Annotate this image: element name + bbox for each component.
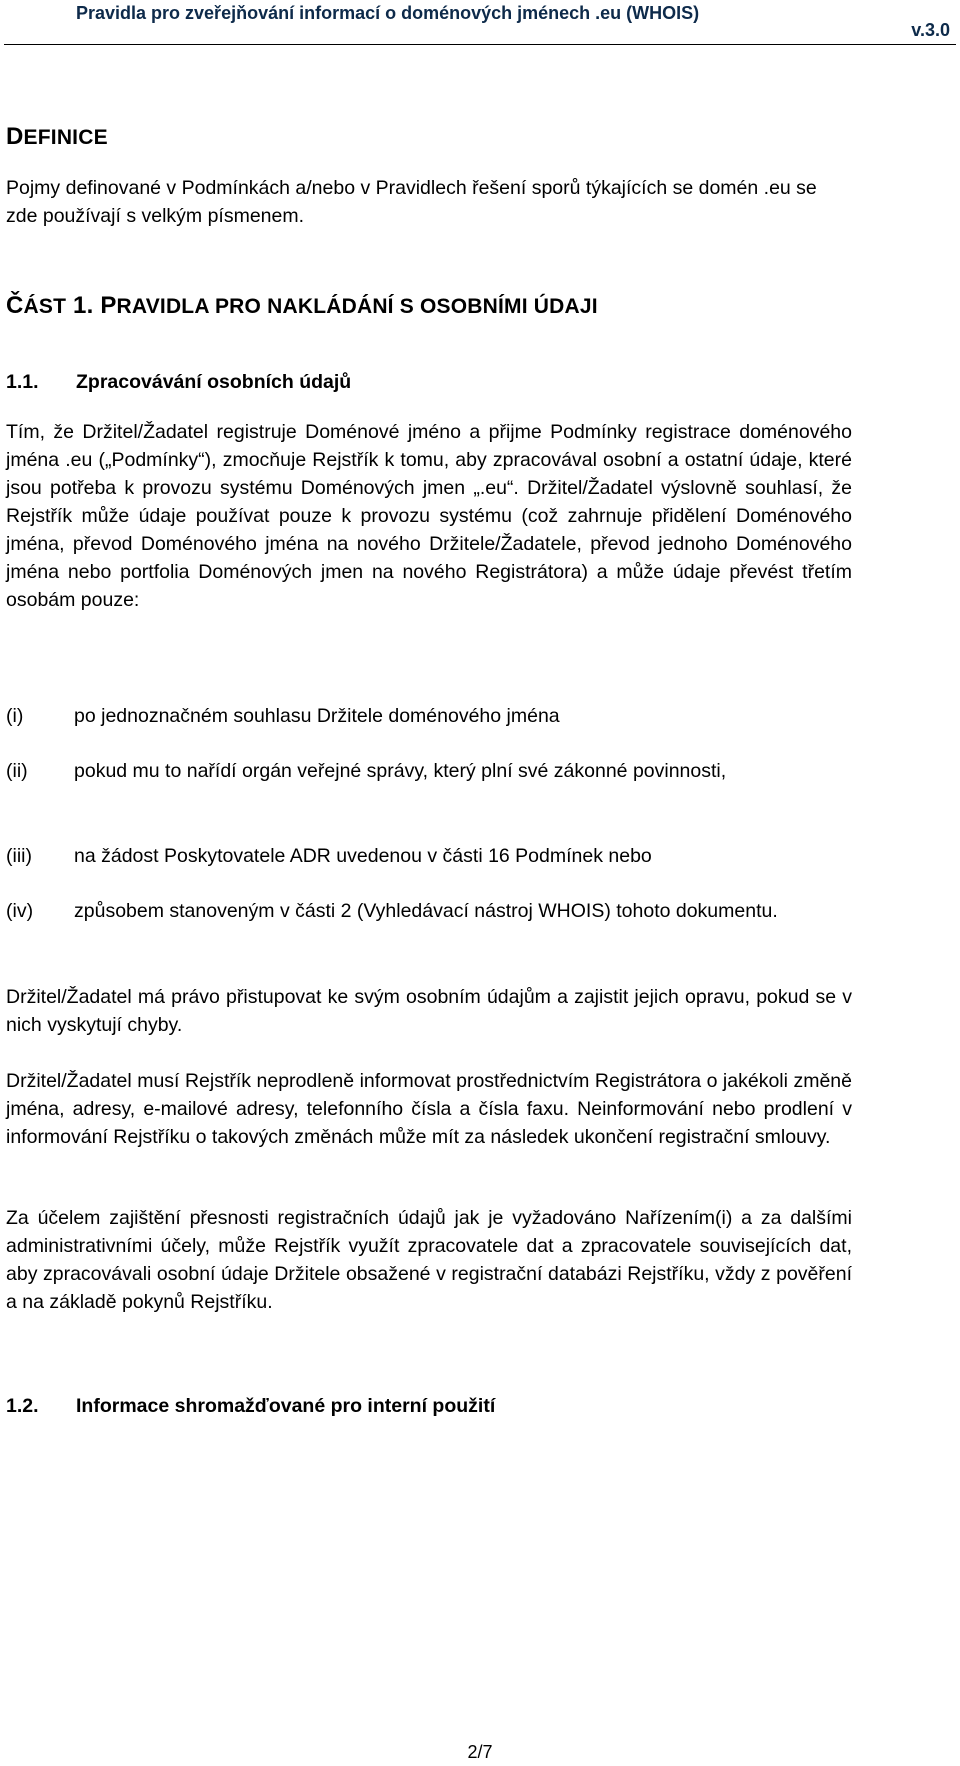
section-1-1-intro-block [6, 418, 852, 614]
section-1-1-intro: Tím, že Držitel/Žadatel registruje Doménové jméno a přijme Podmínky registrace doménového jména .eu („Podmínky“), zmocňuje Rejstřík k tomu, aby zpracovával osobní a ostatní údaje, které jsou potřeba k provozu systému Doménových jmen „.eu“. Držitel/Žadatel výslovně souhlasí, že Rejstřík může údaje používat pouze k provozu systému (což zahrnuje přidělení Doménového jména, převod Doménového jména na nového Držitele/Žadatele, převod jednoho Doménového jména nebo portfolia Doménových jmen na nového Registrátora) a může údaje převést třetím osobám pouze: [6, 421, 852, 611]
paragraph-access-block [6, 983, 852, 1039]
definice-heading: DEFINICE [6, 123, 108, 150]
page-header [0, 0, 960, 44]
header-version: v.3.0 [911, 20, 950, 40]
header-divider [4, 44, 956, 45]
section-1-2-heading: 1.2. Informace shromažďované pro interní použití [6, 1395, 496, 1417]
page-number: 2/7 [467, 1742, 493, 1762]
list-item: (iii) na žádost Poskytovatele ADR uvedenou v části 16 Podmínek nebo [6, 845, 652, 867]
list-item: (i) po jednoznačném souhlasu Držitele doménového jména [6, 705, 560, 727]
paragraph-access: Držitel/Žadatel má právo přistupovat ke svým osobním údajům a zajistit jejich opravu, pokud se v nich vyskytují chyby. [6, 986, 852, 1036]
section-1-1-heading: 1.1. Zpracovávání osobních údajů [6, 371, 352, 393]
list-item: (ii) pokud mu to nařídí orgán veřejné správy, který plní své zákonné povinnosti, [6, 760, 727, 782]
paragraph-inform: Držitel/Žadatel musí Rejstřík neprodleně informovat prostřednictvím Registrátora o jakékoli změně jména, adresy, e-mailové adresy, telefonního čísla a čísla faxu. Neinformování nebo prodlení v informování Rejstříku o takových změnách může mít za následek ukončení registrační smlouvy. [6, 1070, 852, 1148]
paragraph-accuracy-block [6, 1204, 852, 1316]
paragraph-accuracy: Za účelem zajištění přesnosti registračních údajů jak je vyžadováno Nařízením(i) a za dalšími administrativními účely, může Rejstřík využít zpracovatele dat a zpracovatele souvisejících dat, aby zpracovávali osobní údaje Držitele obsažené v registrační databázi Rejstříku, vždy z pověření a na základě pokynů Rejstříku. [6, 1207, 852, 1313]
header-title: Pravidla pro zveřejňování informací o doménových jménech .eu (WHOIS) [76, 3, 700, 23]
definice-text: Pojmy definované v Podmínkách a/nebo v Pravidlech řešení sporů týkajících se domén .eu se zde používají s velkým písmenem. [6, 177, 817, 227]
definice-text-block [6, 174, 852, 230]
list-item: (iv) způsobem stanoveným v části 2 (Vyhledávací nástroj WHOIS) tohoto dokumentu. [6, 900, 778, 922]
paragraph-inform-block [6, 1067, 852, 1151]
part1-heading: ČÁST 1. PRAVIDLA PRO NAKLÁDÁNÍ S OSOBNÍMI ÚDAJI [6, 292, 598, 319]
